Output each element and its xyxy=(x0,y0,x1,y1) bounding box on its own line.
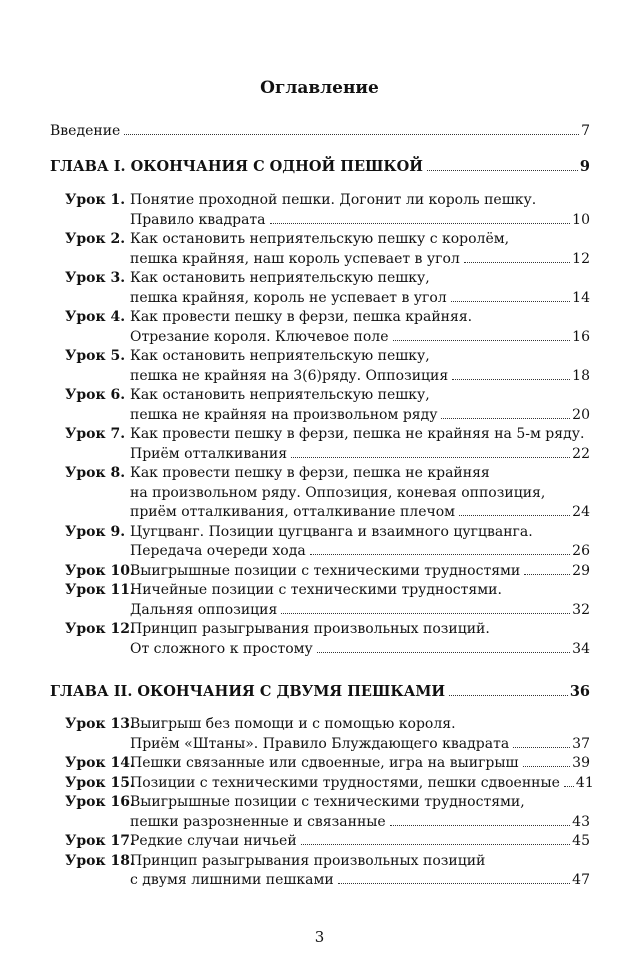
lesson-entry-row xyxy=(130,832,590,850)
lesson-text-row xyxy=(130,581,502,599)
lesson-label: Урок 16. xyxy=(65,794,135,810)
leader-dots xyxy=(459,515,570,516)
lesson-page: 41 xyxy=(575,774,594,791)
lesson-page: 16 xyxy=(572,328,590,345)
lesson-title-line: Как провести пешку в ферзи, пешка не крайняя xyxy=(130,465,490,481)
leader-dots xyxy=(317,652,570,653)
lesson-title-line: пешки разрозненные и связанные xyxy=(130,813,386,830)
lesson-label: Урок 13. xyxy=(65,716,135,732)
lesson-page: 22 xyxy=(572,445,590,462)
lesson-label: Урок 17. xyxy=(65,833,135,849)
lesson-text-row xyxy=(130,347,430,365)
lesson-entry-row xyxy=(130,542,590,560)
lesson-title-line: Приём отталкивания xyxy=(130,445,288,462)
lesson-page: 20 xyxy=(572,406,590,423)
lesson-text-row xyxy=(130,425,584,443)
lesson-title-line: Понятие проходной пешки. Догонит ли король пешку. xyxy=(130,192,537,208)
lesson-text-row xyxy=(130,852,485,870)
lesson-title-line: Позиции с техническими трудностями, пешки сдвоенные xyxy=(130,774,560,791)
lesson-page: 24 xyxy=(572,504,590,520)
leader-dots xyxy=(310,554,571,555)
lesson-page: 12 xyxy=(572,250,590,267)
lesson-entry-row xyxy=(130,562,590,580)
leader-dots xyxy=(464,262,570,263)
lesson-page: 29 xyxy=(572,562,590,579)
leader-dots xyxy=(513,747,570,748)
lesson-text-row xyxy=(130,191,536,209)
lesson-title-line: Ничейные позиции с техническими трудностями. xyxy=(130,582,502,598)
lesson-title-line: Отрезание короля. Ключевое поле xyxy=(130,328,389,345)
leader-dots xyxy=(524,574,570,575)
leader-dots xyxy=(270,223,571,224)
lesson-page: 45 xyxy=(572,833,590,849)
lesson-text-row xyxy=(130,230,509,248)
lesson-label: Урок 18. xyxy=(65,852,135,869)
lesson-title-line: пешка не крайняя на произвольном ряду xyxy=(130,406,438,423)
lesson-title-line: Как остановить неприятельскую пешку, xyxy=(130,348,430,364)
lesson-label: Урок 1. xyxy=(65,192,126,208)
lesson-title-line: Выигрышные позиции с техническими трудностями xyxy=(130,562,521,579)
chapter-2-row xyxy=(50,683,590,701)
intro-label: Введение xyxy=(50,123,121,139)
leader-dots xyxy=(427,170,578,171)
lesson-title-line: Цугцванг. Позиции цугцванга и взаимного цугцванга. xyxy=(130,523,533,540)
lesson-text-row xyxy=(130,620,490,638)
lesson-title-line: пешка крайняя, король не успевает в угол xyxy=(130,289,447,306)
lesson-title-line: пешка не крайняя на 3(6)ряду. Оппозиция xyxy=(130,367,449,384)
lesson-entry-row xyxy=(130,503,590,521)
leader-dots xyxy=(452,379,570,380)
lesson-entry-row xyxy=(130,289,590,307)
lesson-title-line: на произвольном ряду. Оппозиция, коневая оппозиция, xyxy=(130,484,546,501)
lesson-label: Урок 3. xyxy=(65,270,126,286)
lesson-entry-row xyxy=(130,445,590,463)
intro-page: 7 xyxy=(581,123,590,139)
lesson-title-line: Как остановить неприятельскую пешку с королём, xyxy=(130,231,510,247)
lesson-title-line: Пешки связанные или сдвоенные, игра на выигрыш xyxy=(130,755,519,771)
lesson-entry-row xyxy=(130,367,590,385)
leader-dots xyxy=(301,844,571,845)
lesson-text-row xyxy=(130,523,533,541)
lesson-entry-row xyxy=(130,774,594,792)
lesson-label: Урок 4. xyxy=(65,309,126,325)
lesson-page: 32 xyxy=(572,601,590,618)
chapter-page: 9 xyxy=(579,158,590,175)
lesson-title-line: Как остановить неприятельскую пешку, xyxy=(130,387,430,403)
lesson-page: 39 xyxy=(572,755,590,771)
lesson-title-line: Редкие случаи ничьей xyxy=(130,833,297,849)
intro-row xyxy=(50,122,590,140)
lesson-label: Урок 14. xyxy=(65,755,135,771)
lesson-entry-row xyxy=(130,640,590,658)
lesson-page: 26 xyxy=(572,543,590,559)
lesson-title-line: с двумя лишними пешками xyxy=(130,872,334,888)
chapter-page: 36 xyxy=(569,683,590,700)
lesson-page: 18 xyxy=(572,367,590,384)
lesson-title-line: Принцип разыгрывания произвольных позиций xyxy=(130,852,486,869)
lesson-label: Урок 9. xyxy=(65,523,126,540)
lesson-entry-row xyxy=(130,211,590,229)
lesson-entry-row xyxy=(130,813,590,831)
lesson-label: Урок 15. xyxy=(65,774,135,791)
lesson-title-line: Выигрышные позиции с техническими трудностями, xyxy=(130,794,525,810)
lesson-entry-row xyxy=(130,601,590,619)
lesson-text-row xyxy=(130,484,545,502)
lesson-entry-row xyxy=(130,328,590,346)
lesson-label: Урок 2. xyxy=(65,231,126,247)
lesson-entry-row xyxy=(130,406,590,424)
leader-dots xyxy=(390,825,570,826)
lesson-label: Урок 5. xyxy=(65,348,126,364)
lesson-title-line: От сложного к простому xyxy=(130,640,313,657)
leader-dots xyxy=(523,766,571,767)
lesson-text-row xyxy=(130,793,525,811)
lesson-page: 34 xyxy=(572,640,590,657)
lesson-entry-row xyxy=(130,250,590,268)
leader-dots xyxy=(124,134,579,135)
lesson-page: 10 xyxy=(572,211,590,228)
lesson-entry-row xyxy=(130,735,590,753)
leader-dots xyxy=(281,613,570,614)
lesson-text-row xyxy=(130,269,430,287)
lesson-label: Урок 7. xyxy=(65,426,126,442)
lesson-title-line: Как остановить неприятельскую пешку, xyxy=(130,270,430,286)
leader-dots xyxy=(451,301,570,302)
lesson-title-line: Передача очереди хода xyxy=(130,543,306,559)
leader-dots xyxy=(338,883,570,884)
lesson-label: Урок 10. xyxy=(65,562,135,579)
lesson-page: 37 xyxy=(572,735,590,752)
lesson-title-line: Приём «Штаны». Правило Блуждающего квадрата xyxy=(130,735,510,752)
lesson-page: 47 xyxy=(572,872,590,888)
lesson-title-line: Как провести пешку в ферзи, пешка крайняя. xyxy=(130,309,473,325)
lesson-label: Урок 6. xyxy=(65,387,126,403)
lesson-title-line: Как провести пешку в ферзи, пешка не крайняя на 5-м ряду. xyxy=(130,426,585,442)
lesson-title-line: приём отталкивания, отталкивание плечом xyxy=(130,504,456,520)
lesson-label: Урок 12. xyxy=(65,621,135,637)
chapter-1-row xyxy=(50,158,590,176)
lesson-title-line: Дальняя оппозиция xyxy=(130,601,278,618)
lesson-text-row xyxy=(130,308,472,326)
lesson-page: 14 xyxy=(572,289,590,306)
leader-dots xyxy=(441,418,570,419)
lesson-label: Урок 11. xyxy=(65,582,135,598)
lesson-text-row xyxy=(130,715,456,733)
lesson-title-line: Правило квадрата xyxy=(130,211,266,228)
lesson-text-row xyxy=(130,386,430,404)
leader-dots xyxy=(564,786,574,787)
leader-dots xyxy=(291,457,570,458)
lesson-text-row xyxy=(130,464,490,482)
lesson-label: Урок 8. xyxy=(65,465,126,481)
chapter-title: ГЛАВА II. ОКОНЧАНИЯ С ДВУМЯ ПЕШКАМИ xyxy=(50,683,446,700)
lesson-title-line: Выигрыш без помощи и с помощью короля. xyxy=(130,716,456,732)
lesson-title-line: Принцип разыгрывания произвольных позиций. xyxy=(130,621,490,637)
lesson-title-line: пешка крайняя, наш король успевает в угол xyxy=(130,250,460,267)
chapter-title: ГЛАВА I. ОКОНЧАНИЯ С ОДНОЙ ПЕШКОЙ xyxy=(50,158,423,175)
page-number: 3 xyxy=(314,928,325,946)
leader-dots xyxy=(393,340,571,341)
lesson-entry-row xyxy=(130,871,590,889)
lesson-page: 43 xyxy=(572,813,590,830)
toc-title: Оглавление xyxy=(260,78,379,98)
leader-dots xyxy=(449,695,568,696)
lesson-entry-row xyxy=(130,754,590,772)
